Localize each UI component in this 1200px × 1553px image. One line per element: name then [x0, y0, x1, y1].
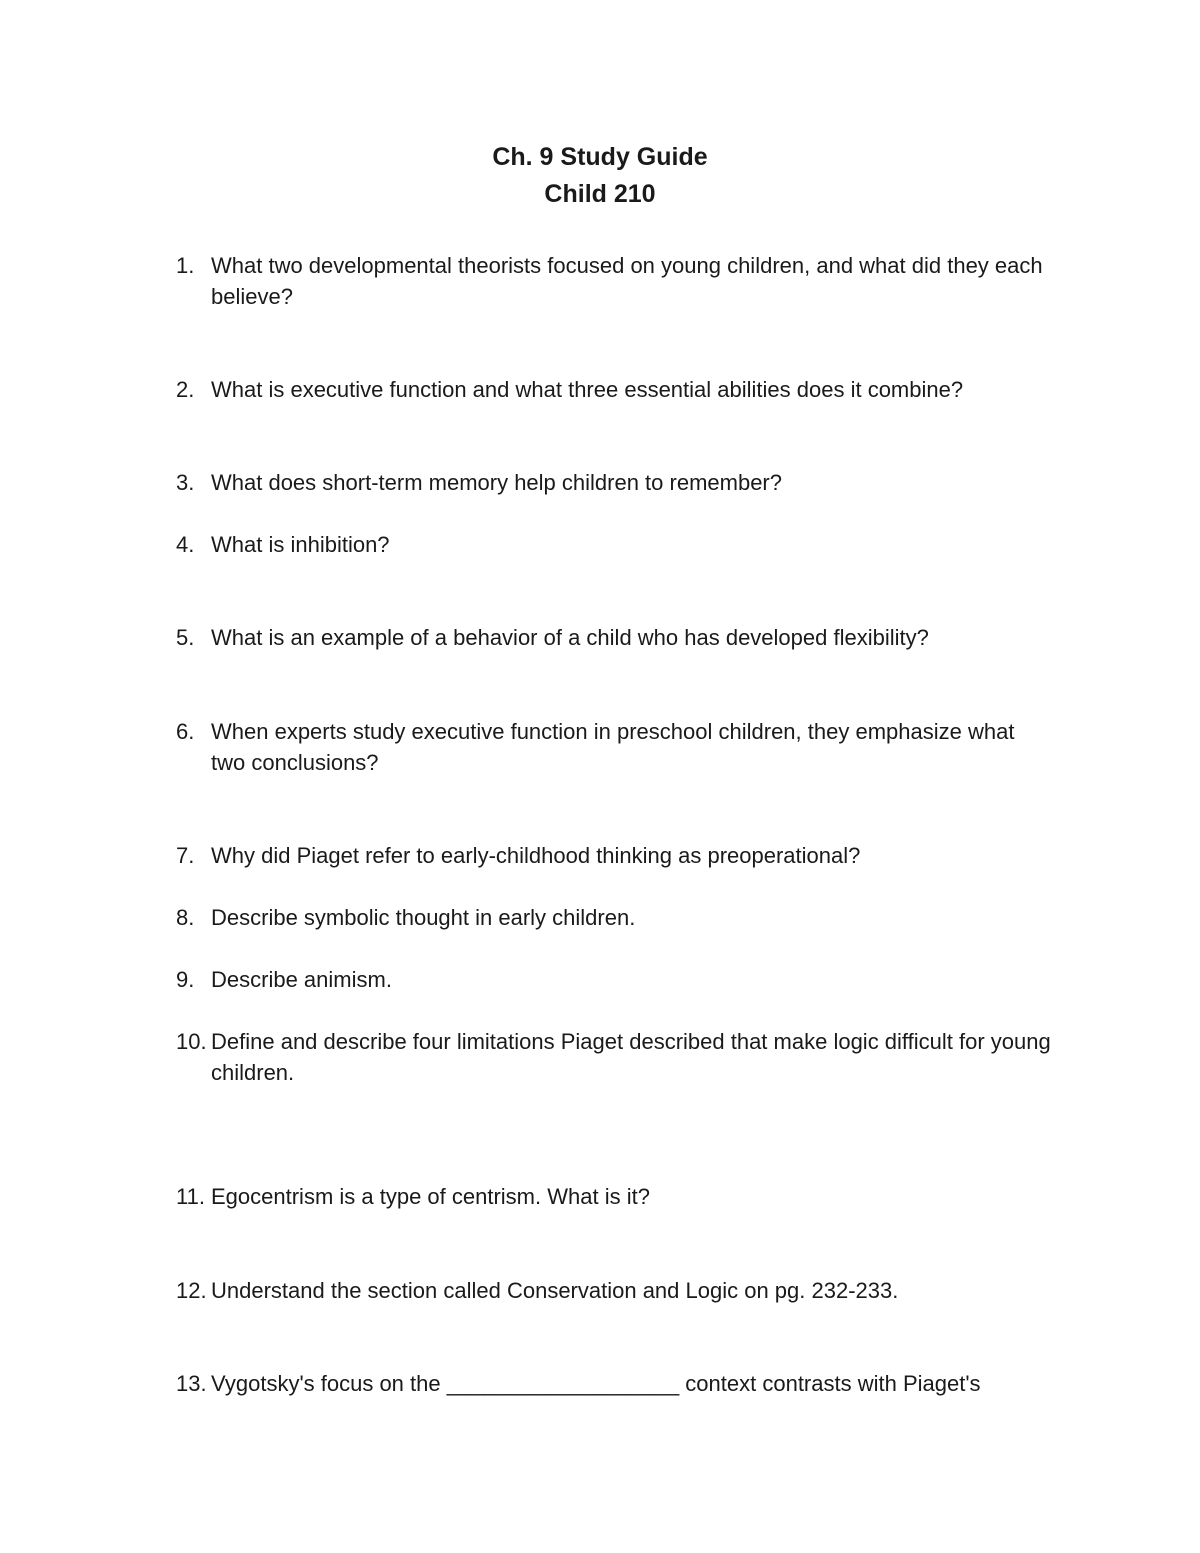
- question-number: 1.: [176, 253, 195, 278]
- question-number: 10.: [176, 1029, 207, 1054]
- question-number: 8.: [176, 905, 195, 930]
- course-name: Child 210: [544, 180, 656, 208]
- question-number: 2.: [176, 377, 195, 402]
- question-number: 7.: [176, 843, 195, 868]
- question-number: 9.: [176, 967, 195, 992]
- question-text: What is executive function and what three essential abilities does it combine?: [211, 377, 964, 402]
- question-number: 4.: [176, 532, 195, 557]
- question-text: Egocentrism is a type of centrism. What is it?: [211, 1184, 650, 1209]
- question-text: What two developmental theorists focused on young children, and what did they each believe?: [211, 253, 1043, 309]
- question-text: Describe symbolic thought in early children.: [211, 905, 636, 930]
- question-text: What is inhibition?: [211, 532, 390, 557]
- question-text: When experts study executive function in preschool children, they emphasize what two conclusions?: [211, 719, 1015, 775]
- question-text: Why did Piaget refer to early-childhood thinking as preoperational?: [211, 843, 861, 868]
- question-number: 6.: [176, 719, 195, 744]
- question-text: What does short-term memory help children to remember?: [211, 470, 782, 495]
- question-text: Understand the section called Conservation and Logic on pg. 232-233.: [211, 1278, 899, 1303]
- question-text: Vygotsky's focus on the ___________________ context contrasts with Piaget's: [211, 1371, 981, 1396]
- question-text: Describe animism.: [211, 967, 392, 992]
- question-text: Define and describe four limitations Piaget described that make logic difficult for young children.: [211, 1029, 1051, 1085]
- question-text: What is an example of a behavior of a child who has developed flexibility?: [211, 625, 929, 650]
- question-number: 5.: [176, 625, 195, 650]
- question-number: 3.: [176, 470, 195, 495]
- question-number: 13.: [176, 1371, 207, 1396]
- question-number: 11.: [176, 1184, 205, 1209]
- question-number: 12.: [176, 1278, 207, 1303]
- page-title: Ch. 9 Study Guide: [492, 143, 708, 171]
